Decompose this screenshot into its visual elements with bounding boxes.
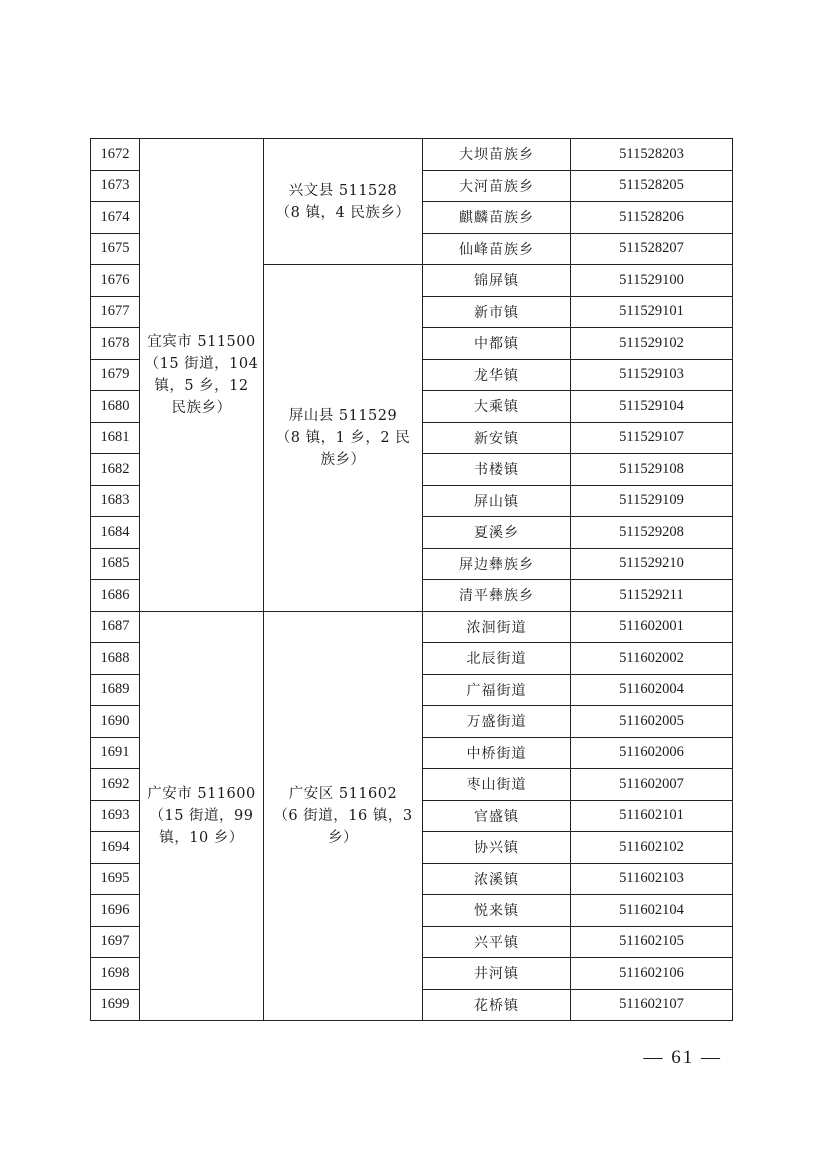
county-cell-xingwen [264, 139, 423, 265]
town-name: 锦屏镇 [423, 265, 571, 297]
region-label-line: （15 街道，104 [144, 355, 259, 372]
division-code: 511529103 [571, 359, 733, 391]
row-number: 1696 [91, 895, 140, 927]
town-name: 龙华镇 [423, 359, 571, 391]
division-code: 511528205 [571, 170, 733, 202]
row-number: 1680 [91, 391, 140, 423]
row-number: 1676 [91, 265, 140, 297]
row-number: 1681 [91, 422, 140, 454]
town-name: 中都镇 [423, 328, 571, 360]
county-cell-pingshan [264, 265, 423, 612]
town-name: 书楼镇 [423, 454, 571, 486]
region-label-line: （8 镇，1 乡，2 民 [275, 429, 411, 446]
town-name: 协兴镇 [423, 832, 571, 864]
town-name: 兴平镇 [423, 926, 571, 958]
division-code: 511602104 [571, 895, 733, 927]
city-cell-guangan [140, 611, 264, 1021]
row-number: 1699 [91, 989, 140, 1021]
division-code: 511528207 [571, 233, 733, 265]
row-number: 1682 [91, 454, 140, 486]
division-code-table [90, 138, 733, 1021]
town-name: 新安镇 [423, 422, 571, 454]
region-label-line: 广安市 511600 [147, 785, 256, 802]
division-code: 511529104 [571, 391, 733, 423]
division-code: 511602002 [571, 643, 733, 675]
town-name: 浓溪镇 [423, 863, 571, 895]
division-code: 511602006 [571, 737, 733, 769]
town-name: 广福街道 [423, 674, 571, 706]
page-number: — 61 — [643, 1047, 722, 1068]
division-code: 511529102 [571, 328, 733, 360]
row-number: 1687 [91, 611, 140, 643]
row-number: 1695 [91, 863, 140, 895]
division-code: 511529101 [571, 296, 733, 328]
division-code: 511602103 [571, 863, 733, 895]
row-number: 1691 [91, 737, 140, 769]
row-number: 1692 [91, 769, 140, 801]
division-code: 511602101 [571, 800, 733, 832]
town-name: 北辰街道 [423, 643, 571, 675]
county-cell-guangan-district [264, 611, 423, 1021]
row-number: 1683 [91, 485, 140, 517]
division-code: 511528206 [571, 202, 733, 234]
town-name: 中桥街道 [423, 737, 571, 769]
row-number: 1688 [91, 643, 140, 675]
row-number: 1697 [91, 926, 140, 958]
row-number: 1672 [91, 139, 140, 171]
row-number: 1677 [91, 296, 140, 328]
row-number: 1675 [91, 233, 140, 265]
region-label-line: 广安区 511602 [288, 785, 398, 802]
town-name: 大坝苗族乡 [423, 139, 571, 171]
division-code: 511602004 [571, 674, 733, 706]
city-cell-yibin [140, 139, 264, 612]
town-name: 大乘镇 [423, 391, 571, 423]
row-number: 1689 [91, 674, 140, 706]
row-number: 1674 [91, 202, 140, 234]
division-code: 511602107 [571, 989, 733, 1021]
town-name: 悦来镇 [423, 895, 571, 927]
division-code: 511529109 [571, 485, 733, 517]
region-label-line: （8 镇，4 民族乡） [275, 204, 411, 221]
region-label-line: 镇，10 乡） [159, 829, 244, 846]
town-name: 麒麟苗族乡 [423, 202, 571, 234]
division-code: 511529100 [571, 265, 733, 297]
town-name: 花桥镇 [423, 989, 571, 1021]
town-name: 大河苗族乡 [423, 170, 571, 202]
division-code: 511529107 [571, 422, 733, 454]
division-code: 511529108 [571, 454, 733, 486]
row-number: 1678 [91, 328, 140, 360]
table-row [91, 139, 733, 171]
division-code: 511602005 [571, 706, 733, 738]
region-label-line: 宜宾市 511500 [147, 333, 256, 350]
row-number: 1690 [91, 706, 140, 738]
town-name: 仙峰苗族乡 [423, 233, 571, 265]
region-label-line: 镇，5 乡，12 [154, 377, 249, 394]
row-number: 1693 [91, 800, 140, 832]
division-code: 511529210 [571, 548, 733, 580]
row-number: 1686 [91, 580, 140, 612]
town-name: 浓洄街道 [423, 611, 571, 643]
division-code: 511529211 [571, 580, 733, 612]
region-label-line: （15 街道，99 [149, 807, 254, 824]
region-label-line: （6 街道，16 镇，3 [273, 807, 413, 824]
division-code: 511602001 [571, 611, 733, 643]
town-name: 井河镇 [423, 958, 571, 990]
row-number: 1698 [91, 958, 140, 990]
region-label-line: 族乡） [320, 451, 366, 468]
town-name: 屏山镇 [423, 485, 571, 517]
region-label-line: 民族乡） [171, 399, 232, 416]
town-name: 清平彝族乡 [423, 580, 571, 612]
town-name: 万盛街道 [423, 706, 571, 738]
region-label-line: 乡） [328, 829, 358, 846]
division-code: 511529208 [571, 517, 733, 549]
town-name: 官盛镇 [423, 800, 571, 832]
table-row [91, 611, 733, 643]
division-code: 511602007 [571, 769, 733, 801]
town-name: 枣山街道 [423, 769, 571, 801]
town-name: 夏溪乡 [423, 517, 571, 549]
row-number: 1685 [91, 548, 140, 580]
division-code: 511602102 [571, 832, 733, 864]
row-number: 1673 [91, 170, 140, 202]
row-number: 1679 [91, 359, 140, 391]
division-code: 511528203 [571, 139, 733, 171]
town-name: 新市镇 [423, 296, 571, 328]
region-label-line: 兴文县 511528 [288, 182, 398, 199]
region-label-line: 屏山县 511529 [288, 407, 398, 424]
town-name: 屏边彝族乡 [423, 548, 571, 580]
division-code: 511602106 [571, 958, 733, 990]
row-number: 1684 [91, 517, 140, 549]
division-code: 511602105 [571, 926, 733, 958]
row-number: 1694 [91, 832, 140, 864]
